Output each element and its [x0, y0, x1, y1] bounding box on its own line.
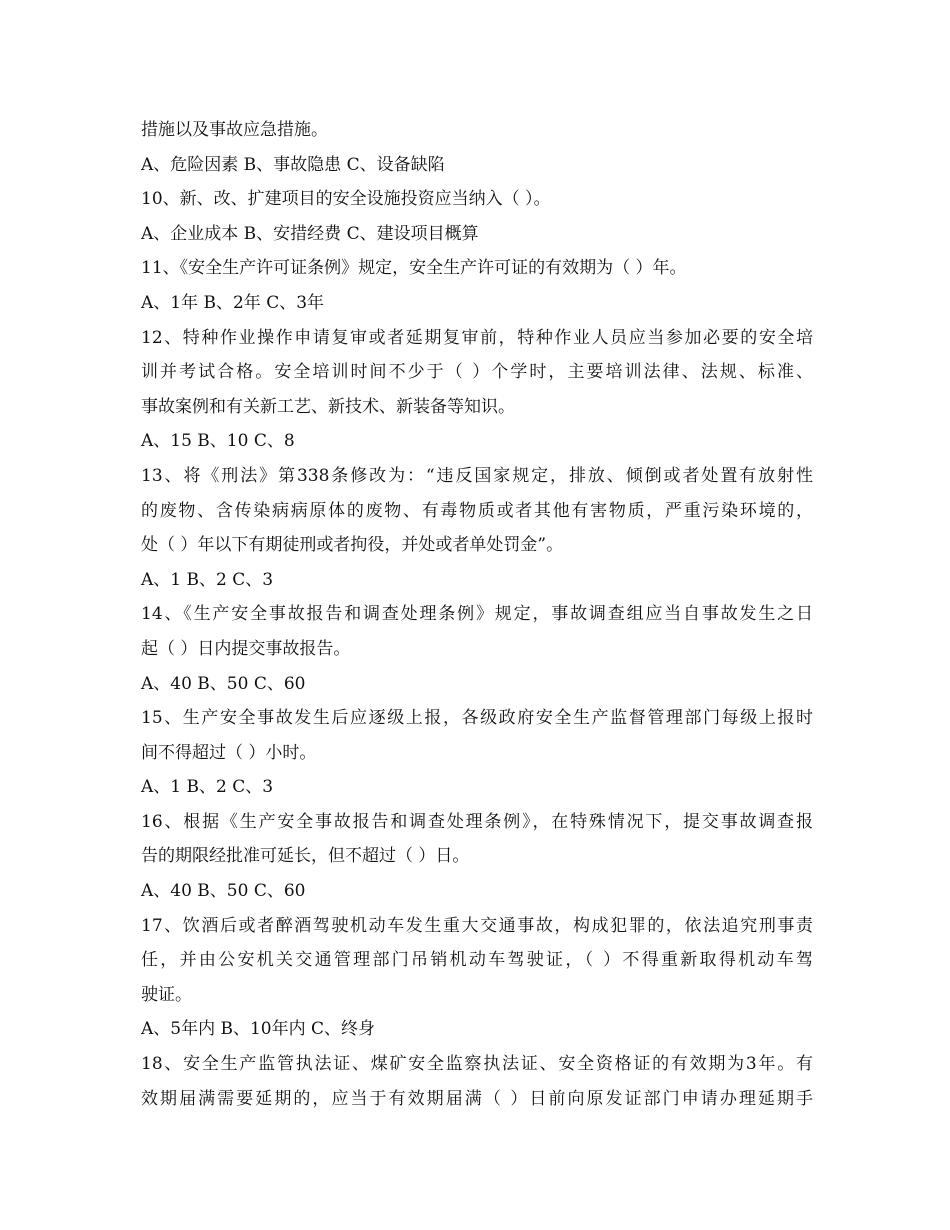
question-17: 17、饮酒后或者醉酒驾驶机动车发生重大交通事故，构成犯罪的，依法追究刑事责 — [141, 915, 813, 936]
question-15-continued: 间不得超过（ ）小时。 — [141, 742, 317, 763]
question-12: 12、特种作业操作申请复审或者延期复审前，特种作业人员应当参加必要的安全培 — [141, 327, 813, 348]
question-10: 10、新、改、扩建项目的安全设施投资应当纳入（ ）。 — [141, 189, 551, 210]
answer-options-line: A、1年 B、2年 C、3年 — [141, 292, 325, 313]
question-13-continued: 的废物、含传染病病原体的废物、有毒物质或者其他有害物质，严重污染环境的， — [141, 500, 813, 521]
answer-options-line: A、危险因素 B、事故隐患 C、设备缺陷 — [141, 154, 445, 175]
answer-options-line: A、1 B、2 C、3 — [141, 777, 274, 798]
question-14-continued: 起（ ）日内提交事故报告。 — [141, 638, 351, 659]
answer-options-line: A、15 B、10 C、8 — [141, 431, 295, 452]
question-13: 13、将《刑法》第338条修改为：“违反国家规定，排放、倾倒或者处置有放射性 — [141, 465, 813, 486]
question-18: 18、安全生产监管执法证、煤矿安全监察执法证、安全资格证的有效期为3年。有 — [141, 1054, 813, 1075]
question-15: 15、生产安全事故发生后应逐级上报，各级政府安全生产监督管理部门每级上报时 — [141, 708, 813, 729]
question-16: 16、根据《生产安全事故报告和调查处理条例》，在特殊情况下，提交事故调查报 — [141, 811, 813, 832]
text-line: 措施以及事故应急措施。 — [141, 120, 328, 140]
question-11: 11、《安全生产许可证条例》规定，安全生产许可证的有效期为（ ）年。 — [141, 258, 687, 279]
document-body — [141, 113, 813, 1116]
question-14: 14、《生产安全事故报告和调查处理条例》规定，事故调查组应当自事故发生之日 — [141, 604, 813, 625]
answer-options-line: A、企业成本 B、安措经费 C、建设项目概算 — [141, 223, 479, 244]
question-13-continued: 处（ ）年以下有期徒刑或者拘役，并处或者单处罚金”。 — [141, 535, 564, 556]
answer-options-line: A、40 B、50 C、60 — [141, 881, 306, 902]
question-12-continued: 事故案例和有关新工艺、新技术、新装备等知识。 — [141, 396, 515, 417]
question-17-continued: 任，并由公安机关交通管理部门吊销机动车驾驶证，（ ）不得重新取得机动车驾 — [141, 950, 813, 971]
answer-options-line: A、40 B、50 C、60 — [141, 673, 306, 694]
answer-options-line: A、5年内 B、10年内 C、终身 — [141, 1019, 376, 1040]
question-17-continued: 驶证。 — [141, 984, 192, 1005]
question-18-continued: 效期届满需要延期的，应当于有效期届满（ ）日前向原发证部门申请办理延期手 — [141, 1088, 813, 1109]
answer-options-line: A、1 B、2 C、3 — [141, 569, 274, 590]
question-16-continued: 告的期限经批准可延长，但不超过（ ）日。 — [141, 846, 470, 867]
question-12-continued: 训并考试合格。安全培训时间不少于（ ）个学时，主要培训法律、法规、标准、 — [141, 362, 813, 383]
